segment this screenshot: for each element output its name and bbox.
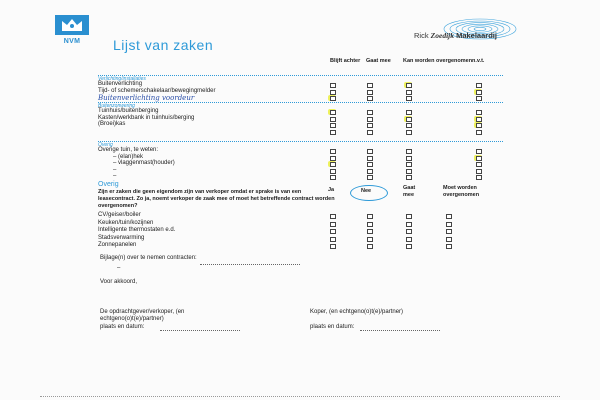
checkbox[interactable] <box>330 96 336 101</box>
checkbox[interactable] <box>476 156 482 161</box>
bijlage-label: Bijlage(n) over te nemen contracten: <box>100 255 197 261</box>
checkbox[interactable] <box>406 83 412 88</box>
section-heading: Verlichting/installaties <box>98 76 146 82</box>
row-label: Buitenverlichting <box>98 81 143 87</box>
checkbox[interactable] <box>367 169 373 174</box>
checkbox[interactable] <box>476 123 482 128</box>
checkbox[interactable] <box>406 175 412 180</box>
nvm-logo-text: NVM <box>63 38 81 45</box>
lease-checkbox[interactable] <box>406 237 412 242</box>
checkbox[interactable] <box>330 123 336 128</box>
lease-checkbox[interactable] <box>406 222 412 227</box>
checkbox[interactable] <box>330 175 336 180</box>
checkbox[interactable] <box>367 162 373 167</box>
row-dash: – <box>113 173 117 179</box>
checkbox[interactable] <box>367 90 373 95</box>
answer-moet-worden-overgenomen: Moet worden overgenomen <box>443 185 480 198</box>
section-divider <box>98 75 503 76</box>
lease-checkbox[interactable] <box>330 229 336 234</box>
lease-row-label: Keuken/tuin/kozijnen <box>98 219 154 226</box>
buyer-place-label: plaats en datum: <box>310 324 355 330</box>
checkbox[interactable] <box>330 169 336 174</box>
lease-checkbox[interactable] <box>446 244 452 249</box>
lease-checkbox[interactable] <box>330 214 336 219</box>
row-label: (elan)hek <box>118 153 144 160</box>
brand-part-2: Zoedijk <box>430 31 454 40</box>
lease-question: Zijn er zaken die geen eigendom zijn van verkoper omdat er sprake is van een leasecontract. Zo ja, noemt verkoper de zaak mee of moet het betreffende contract worden overgenomen? <box>98 189 335 209</box>
col-header-gaat-mee: Gaat mee <box>366 58 391 64</box>
lease-checkbox[interactable] <box>367 222 373 227</box>
row-dash: – <box>113 166 117 173</box>
lease-checkbox[interactable] <box>446 237 452 242</box>
checkbox[interactable] <box>367 149 373 154</box>
lease-checkbox[interactable] <box>406 244 412 249</box>
answer-ja: Ja <box>328 187 335 193</box>
lease-checkbox[interactable] <box>330 237 336 242</box>
lease-checkbox[interactable] <box>367 237 373 242</box>
page-title: Lijst van zaken <box>113 37 214 53</box>
lease-checkbox[interactable] <box>330 244 336 249</box>
checkbox[interactable] <box>330 117 336 122</box>
checkbox[interactable] <box>330 130 336 135</box>
checkbox[interactable] <box>367 156 373 161</box>
checkbox[interactable] <box>476 130 482 135</box>
section-heading: Buitenzonwering <box>98 103 135 109</box>
brand-part-3: Makelaardij <box>454 31 497 40</box>
seller-label: De opdrachtgever/verkoper, (en echtgeno(o)t(e)/partner) <box>100 309 185 322</box>
checkbox[interactable] <box>367 175 373 180</box>
lease-checkbox[interactable] <box>367 244 373 249</box>
row-label: (Broei)kas <box>98 121 126 127</box>
row-dash: – <box>113 153 117 160</box>
col-header-blijft-achter: Blijft achter <box>330 58 361 64</box>
lease-checkbox[interactable] <box>446 214 452 219</box>
lease-checkbox[interactable] <box>446 229 452 234</box>
checkbox[interactable] <box>476 169 482 174</box>
checkbox[interactable] <box>476 117 482 122</box>
akkoord-label: Voor akkoord, <box>100 279 138 285</box>
checkbox[interactable] <box>367 117 373 122</box>
row-dash: – <box>113 160 117 166</box>
checkbox[interactable] <box>476 175 482 180</box>
checkbox[interactable] <box>406 110 412 115</box>
checkbox[interactable] <box>330 83 336 88</box>
checkbox[interactable] <box>406 96 412 101</box>
handwritten-row-label: Buitenverlichting voordeur <box>98 94 195 102</box>
lease-checkbox[interactable] <box>406 214 412 219</box>
bijlage-dash: – <box>117 265 121 271</box>
lease-row-label: Stadsverwarming <box>98 234 145 241</box>
checkbox[interactable] <box>476 110 482 115</box>
section-heading: Overig <box>98 142 113 148</box>
answer-nee: Nee <box>361 188 372 194</box>
checkbox[interactable] <box>367 123 373 128</box>
checkbox[interactable] <box>406 169 412 174</box>
checkbox[interactable] <box>406 130 412 135</box>
checkbox[interactable] <box>330 90 336 95</box>
seller-place-label: plaats en datum: <box>100 324 145 330</box>
checkbox[interactable] <box>367 110 373 115</box>
lease-checkbox[interactable] <box>367 229 373 234</box>
lease-row-label: CV/geiser/boiler <box>98 212 141 218</box>
buyer-place-line <box>360 330 440 331</box>
section-divider <box>98 141 503 142</box>
checkbox[interactable] <box>476 162 482 167</box>
row-label: Tijd- of schemerschakelaar/bewegingmelder <box>98 87 216 94</box>
bijlage-line <box>200 264 300 265</box>
lease-checkbox[interactable] <box>406 229 412 234</box>
checkbox[interactable] <box>476 96 482 101</box>
seller-place-line <box>160 330 240 331</box>
row-label: vlaggenmast(houder) <box>118 160 175 166</box>
checkbox[interactable] <box>330 156 336 161</box>
checkbox[interactable] <box>367 130 373 135</box>
brand-name <box>414 31 497 40</box>
col-header-nvt: n.v.t. <box>472 58 485 64</box>
checkbox[interactable] <box>406 117 412 122</box>
checkbox[interactable] <box>330 149 336 154</box>
row-label: Kasten/werkbank in tuinhuis/berging <box>98 114 195 121</box>
row-label: Overige tuin, te weten: <box>98 147 159 153</box>
checkbox[interactable] <box>476 83 482 88</box>
page-bottom-line <box>40 396 560 397</box>
answer-gaat-mee: Gaat mee <box>403 185 416 198</box>
overig-heading: Overig <box>98 181 119 188</box>
lease-row-label: Intelligente thermostaten e.d. <box>98 227 176 233</box>
checkbox[interactable] <box>330 110 336 115</box>
col-header-kan-worden-overgenomen: Kan worden overgenomen <box>403 58 473 64</box>
lease-checkbox[interactable] <box>330 222 336 227</box>
checkbox[interactable] <box>406 149 412 154</box>
lease-row-label: Zonnepanelen <box>98 242 137 248</box>
checkbox[interactable] <box>476 90 482 95</box>
buyer-label: Koper, (en echtgeno(o)t(e)/partner) <box>310 309 404 315</box>
checkbox[interactable] <box>367 83 373 88</box>
checkbox[interactable] <box>406 156 412 161</box>
checkbox[interactable] <box>367 96 373 101</box>
checkbox[interactable] <box>406 90 412 95</box>
checkbox[interactable] <box>406 162 412 167</box>
checkbox[interactable] <box>476 149 482 154</box>
row-label: Tuinhuis/buitenberging <box>98 108 159 114</box>
section-divider <box>98 102 503 103</box>
lease-checkbox[interactable] <box>367 214 373 219</box>
lease-checkbox[interactable] <box>446 222 452 227</box>
checkbox[interactable] <box>330 162 336 167</box>
brand-part-1: Rick <box>414 31 431 40</box>
checkbox[interactable] <box>406 123 412 128</box>
